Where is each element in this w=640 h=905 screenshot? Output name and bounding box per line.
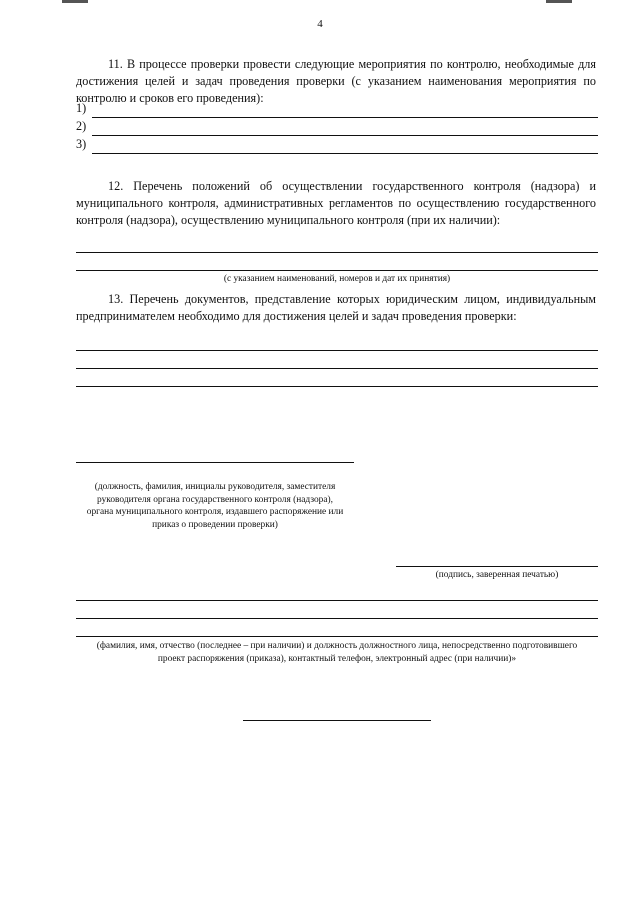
closing-rule bbox=[243, 720, 431, 721]
item-2-label: 2) bbox=[76, 119, 87, 133]
signature-blank-line bbox=[396, 566, 598, 567]
preparer-blank-line bbox=[76, 618, 598, 619]
preparer-caption: (фамилия, имя, отчество (последнее – при наличии) и должность должностного лица, непосредственно подготовившего проект распоряжения (приказа), контактный телефон, электронный адрес (при наличии)» bbox=[96, 641, 578, 664]
item-1-label: 1) bbox=[76, 101, 87, 115]
item-3-label: 3) bbox=[76, 137, 87, 151]
section-13-blank-line bbox=[76, 350, 598, 351]
section-13-blank-line bbox=[76, 368, 598, 369]
item-1-blank-line bbox=[92, 117, 598, 118]
section-12-blank-line bbox=[76, 270, 598, 271]
preparer-blank-line bbox=[76, 600, 598, 601]
section-12-blank-line bbox=[76, 252, 598, 253]
section-12-caption: (с указанием наименований, номеров и дат их принятия) bbox=[223, 274, 451, 284]
section-13-text: 13. Перечень документов, представление которых юридическим лицом, индивидуальным предпринимателем необходимо для достижения целей и задач проведения проверки: bbox=[76, 292, 596, 323]
official-caption: (должность, фамилия, инициалы руководителя, заместителя руководителя органа государственного контроля (надзора), органа муниципального контроля, издавшего распоряжение или приказ о проведении проверки) bbox=[86, 482, 344, 530]
page-number: 4 bbox=[317, 18, 323, 30]
top-edge-mark bbox=[546, 0, 572, 3]
official-blank-line bbox=[76, 462, 354, 463]
signature-caption: (подпись, заверенная печатью) bbox=[435, 570, 559, 580]
item-3-blank-line bbox=[92, 153, 598, 154]
section-12-text: 12. Перечень положений об осуществлении государственного контроля (надзора) и муниципального контроля, административных регламентов по осуществлению государственного контроля (надзора), осуществлению муниципального контроля (при их наличии): bbox=[76, 179, 596, 227]
top-edge-mark bbox=[62, 0, 88, 3]
section-13-blank-line bbox=[76, 386, 598, 387]
item-2-blank-line bbox=[92, 135, 598, 136]
preparer-blank-line bbox=[76, 636, 598, 637]
section-11-text: 11. В процессе проверки провести следующие мероприятия по контролю, необходимые для достижения целей и задач проведения проверки (с указанием наименования мероприятия по контролю и сроков его проведения): bbox=[76, 57, 596, 105]
